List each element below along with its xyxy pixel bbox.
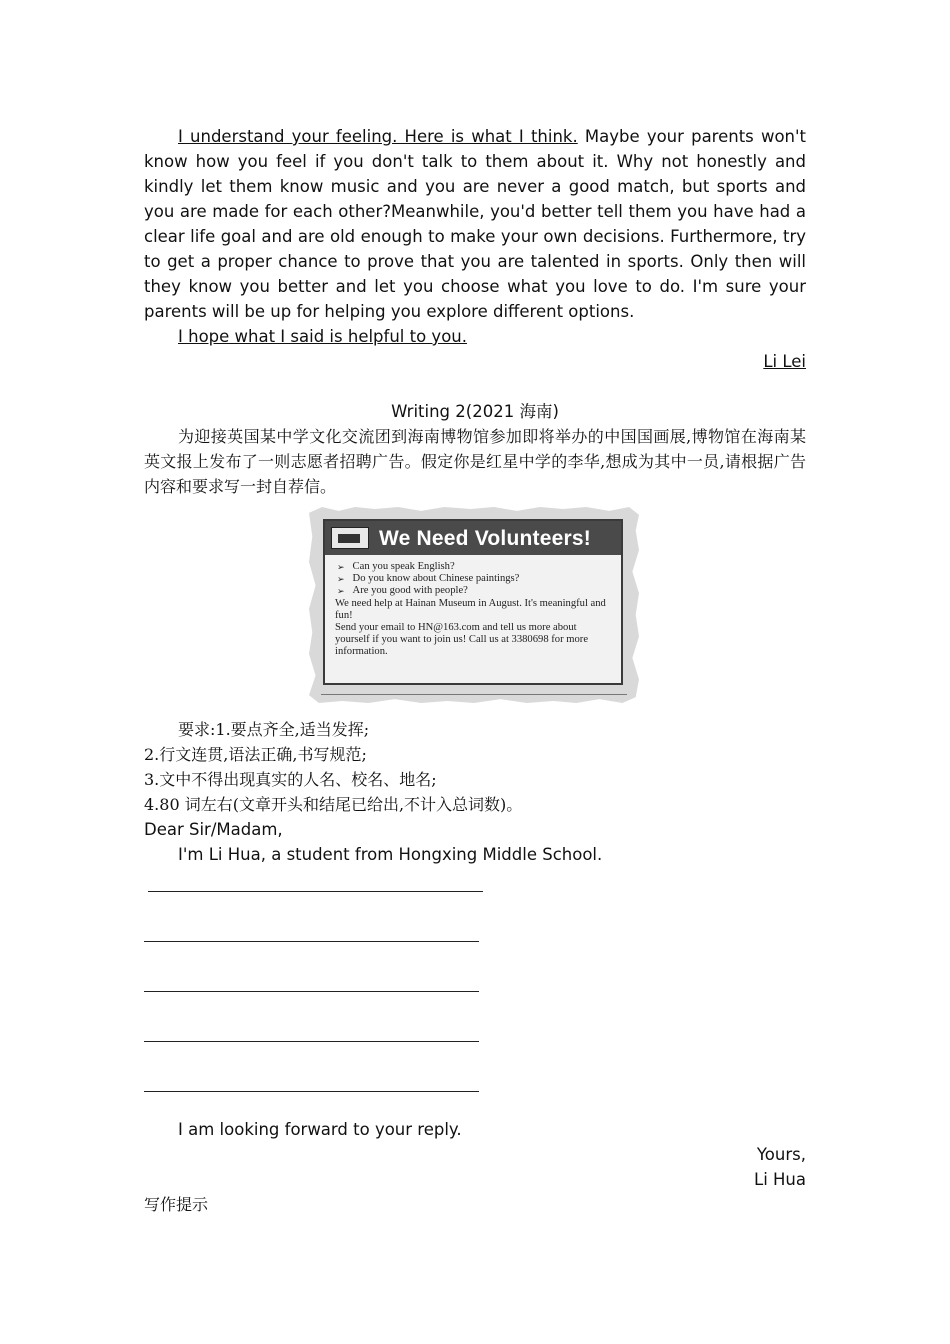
ad-body-text-1: We need help at Hainan Museum in August. It's meaningful and fun! [335,597,606,621]
letter2-greeting: Dear Sir/Madam, [144,820,283,839]
ad-question-text: Do you know about Chinese paintings? [352,573,520,585]
answer-line[interactable] [144,917,479,942]
requirement-2: 2.行文连贯,语法正确,书写规范; [144,745,367,764]
writing-hint-heading: 写作提示 [144,1195,209,1214]
ad-title: We Need Volunteers! [379,526,591,550]
ad-bottom-rule [321,694,627,697]
ad-question-text: Are you good with people? [352,585,468,597]
ad-question-text: Can you speak English? [352,561,455,572]
requirement-1: 要求:1.要点齐全,适当发挥; [178,720,370,739]
letter1-signature [144,349,806,374]
newspaper-logo-icon [331,527,369,549]
letter2-opening: I'm Li Hua, a student from Hongxing Middle School. [178,845,603,864]
letter1-body-text: Maybe your parents won't know how you feel if you don't talk to them about it. Why not honestly and kindly let them know music and you are never a good match, but sports and you are made for each other?Meanwhile, you'd better tell them you have had a clear life goal and are old enough to make your own decisions. Furthermore, try to get a proper chance to prove that you are talented in sports. Only then will they know you better and let you choose what you love to do. I'm sure your parents will be up for helping you explore different options. [144,127,806,321]
arrow-bullet-icon: ➢ [337,562,345,572]
requirement-4: 4.80 词左右(文章开头和结尾已给出,不计入总词数)。 [144,795,523,814]
letter1-signature-text: Li Lei [763,352,806,371]
ad-question [337,573,611,585]
writing2-intro: 为迎接英国某中学文化交流团到海南博物馆参加即将举办的中国国画展,博物馆在海南某英文报上发布了一则志愿者招聘广告。假定你是红星中学的李华,想成为其中一员,请根据广告内容和要求写一封自荐信。 [144,427,806,496]
arrow-bullet-icon: ➢ [337,586,345,597]
answer-line[interactable] [144,1017,479,1042]
letter1-paragraph1 [144,124,806,324]
requirement-3: 3.文中不得出现真实的人名、校名、地名; [144,770,437,789]
arrow-bullet-icon: ➢ [337,574,345,585]
letter2-name: Li Hua [754,1170,806,1189]
letter1-underlined-closing: I hope what I said is helpful to you. [178,327,467,346]
document-page [144,124,806,1217]
writing2-title: Writing 2(2021 海南) [391,402,559,421]
volunteer-ad-image [309,507,639,703]
ad-frame [323,519,623,685]
section-gap [144,374,806,399]
ad-body-text-2: Send your email to HN@163.com and tell us more about yourself if you want to join us! Call us at 3380698 for more information. [335,622,589,658]
ad-question [337,585,611,597]
answer-line[interactable] [144,967,479,992]
ad-header [325,521,621,555]
ad-body [325,555,621,659]
letter2-sign-off: Yours, [756,1145,806,1164]
answer-line[interactable] [144,1067,479,1092]
answer-line[interactable] [148,867,483,892]
ad-question [337,561,611,573]
letter1-paragraph2 [144,324,806,349]
letter1-underlined-opening: I understand your feeling. Here is what I think. [178,127,578,146]
letter2-closing: I am looking forward to your reply. [178,1120,462,1139]
